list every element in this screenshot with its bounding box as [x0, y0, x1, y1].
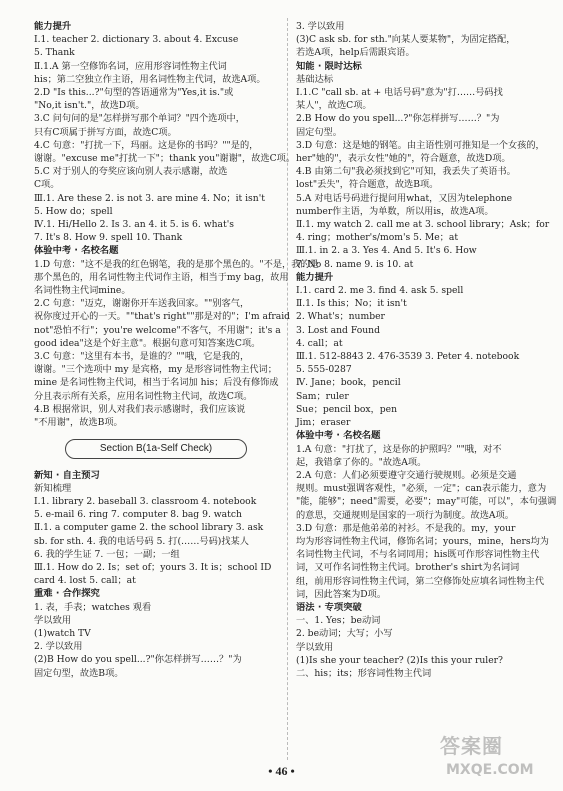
answer-line: Sam；ruler — [296, 390, 349, 402]
answer-line: 固定句型。 — [296, 126, 342, 138]
answer-line: "不用谢"，故选B项。 — [34, 417, 123, 429]
answer-line: (1)watch TV — [34, 627, 91, 639]
answer-line: 2. 学以致用 — [34, 641, 83, 653]
right-column — [296, 20, 557, 680]
answer-line: 2. be动词；大写；小写 — [296, 628, 393, 640]
answer-line: mine 是名词性物主代词，相当于名词加 his；后没有修饰成 — [34, 377, 279, 389]
answer-line: his；第二空独立作主语，用名词性物主代词，故选A项。 — [34, 73, 266, 85]
answer-line: 词，又可作名词性物主代词。brother's shirt为名词词 — [296, 562, 520, 574]
answer-line: 那个黑色的，用名词性物主代词作主语，相当于my bag，故用 — [34, 271, 289, 283]
answer-line: 5.A 对电话号码进行提问用what，又因为telephone — [296, 192, 513, 204]
answer-line: 词，因此答案为D项。 — [296, 588, 387, 600]
section-heading: 能力提升 — [296, 271, 334, 283]
answer-line: (3)C ask sb. for sth."向某人要某物"，为固定搭配， — [296, 34, 516, 46]
answer-line: 7. No 8. name 9. is 10. at — [296, 258, 414, 270]
answer-line: 规则。must强调客观性，"必须，一定"；can表示能力，意为 — [296, 483, 547, 495]
answer-line: 组，前用形容词性物主代词，第二空修饰处应填名词性物主代 — [296, 575, 545, 587]
answer-line: 只有C项属于拼写方面，故选C项。 — [34, 126, 177, 138]
answer-line: good idea"这是个好主意"。根据句意可知答案选C项。 — [34, 337, 261, 349]
answer-line: Ⅰ.1. card 2. me 3. find 4. ask 5. spell — [296, 285, 464, 297]
answer-line: Ⅲ.1. in 2. a 3. Yes 4. And 5. It's 6. How — [296, 245, 477, 257]
answer-line: 3. Lost and Found — [296, 324, 380, 336]
answer-line: Ⅱ.1. a computer game 2. the school library 3. ask — [34, 522, 264, 534]
answer-line: 5.C 对于别人的夸奖应该向别人表示感谢，故选 — [34, 166, 228, 178]
answer-line: 1.A 句意："打扰了，这是你的护照吗？""哦，对不 — [296, 443, 502, 455]
answer-line: Ⅲ.1. How do 2. Is；set of；yours 3. It is；school ID — [34, 561, 272, 573]
answer-line: Jim；eraser — [296, 417, 351, 429]
subsection-heading: 新知梳理 — [34, 482, 72, 494]
answer-line: (2)B How do you spell...?"你怎样拼写……？"为 — [34, 654, 242, 666]
answer-line: sb. for sth. 4. 我的电话号码 5. 打(……号码)找某人 — [34, 535, 249, 547]
page-number: • 46 • — [268, 764, 295, 778]
answer-line: not"恐怕不行"；you're welcome"不客气，不用谢"；it's a — [34, 324, 281, 336]
answer-line: Ⅲ.1. 512-8843 2. 476-3539 3. Peter 4. notebook — [296, 351, 520, 363]
answer-line: lost"丢失"，符合题意，故选B项。 — [296, 179, 439, 191]
answer-line: number作主语，为单数，所以用is，故选A项。 — [296, 205, 494, 217]
answer-line: 2.A 句意：人们必须要遵守交通行驶规则。必须是交通 — [296, 469, 517, 481]
section-title-box: Section B(1a-Self Check) — [65, 439, 247, 458]
answer-line: 某人"，故选C项。 — [296, 100, 372, 112]
answer-line: 起，我错拿了你的。"故选A项。 — [296, 456, 427, 468]
answer-line: 7. It's 8. How 9. spell 10. Thank — [34, 232, 183, 244]
answer-line: Sue；pencil box，pen — [296, 403, 398, 415]
answer-line: 2.D "Is this...?"句型的答语通常为"Yes,it is."或 — [34, 87, 234, 99]
answer-line: 5. 555-0287 — [296, 364, 352, 376]
answer-line: 固定句型，故选B项。 — [34, 667, 124, 679]
answer-line: 6. 我的学生证 7. 一包；一副；一组 — [34, 548, 180, 560]
answer-line: 名词性物主代词mine。 — [34, 285, 131, 297]
answer-line: Ⅱ.1. my watch 2. call me at 3. school library；Ask；for — [296, 219, 550, 231]
answer-line: 3. 学以致用 — [296, 21, 345, 32]
subsection-heading: 基础达标 — [296, 73, 334, 85]
answer-line: 谢谢。"excuse me"打扰一下"；thank you"谢谢"，故选C项。 — [34, 153, 296, 165]
answer-line: Ⅰ.1.C "call sb. at + 电话号码"意为"打……号码找 — [296, 87, 503, 99]
answer-line: 4. call；at — [296, 337, 343, 349]
answer-line: Ⅰ.1. teacher 2. dictionary 3. about 4. Excuse — [34, 34, 239, 46]
answer-line: 3.C 问句问的是"怎样拼写那个单词？"四个选项中， — [34, 113, 245, 125]
answer-line: Ⅰ.1. library 2. baseball 3. classroom 4. notebook — [34, 495, 257, 507]
section-heading: 语法 · 专项突破 — [296, 601, 362, 613]
answer-line: Ⅲ.1. Are these 2. is not 3. are mine 4. No；it isn't — [34, 192, 265, 204]
answer-line: C项。 — [34, 179, 60, 191]
section-heading: 知能 · 限时达标 — [296, 60, 362, 72]
answer-line: 5. How do；spell — [34, 205, 113, 217]
answer-line: 4.B 根据常识，别人对我们表示感谢时，我们应该说 — [34, 403, 246, 415]
watermark-url: MXQE.COM — [446, 762, 534, 778]
answer-line: 若选A项，help后需跟宾语。 — [296, 47, 415, 59]
answer-line: 5. e-mail 6. ring 7. computer 8. bag 9. watch — [34, 509, 242, 521]
answer-line: her"她的"，表示女性"她的"，符合题意，故选D项。 — [296, 153, 511, 165]
answer-line: 的意思，交通规则是国家的一项行为制度。故选A项。 — [296, 509, 514, 521]
answer-line: Ⅳ. Jane；book，pencil — [296, 377, 401, 389]
section-heading: 体验中考 · 名校名题 — [296, 430, 381, 442]
answer-line: card 4. lost 5. call；at — [34, 575, 136, 587]
answer-line: 1.D 句意："这不是我的红色钢笔，我的是那个黑色的。"不是，我的是 — [34, 258, 319, 270]
subsection-heading: 学以致用 — [34, 614, 72, 626]
answer-line: 5. Thank — [34, 47, 75, 59]
subsection-heading: 学以致用 — [296, 641, 334, 653]
answer-line: 2.C 句意："迈克，谢谢你开车送我回家。""别客气， — [34, 298, 250, 310]
answer-line: 4.B 由第二句"我必须找到它"可知，我丢失了英语书。 — [296, 166, 516, 178]
answer-line: 祝你度过开心的一天。""that's right""那是对的"；I'm afraid — [34, 311, 291, 323]
answer-line: "能，能够"；need"需要，必要"；may"可能，可以"，本句强调 — [296, 496, 557, 508]
answer-line: Ⅱ.1.A 第一空修饰名词，应用形容词性物主代词 — [34, 60, 227, 72]
answer-line: 3.D 句意：那是他弟弟的衬衫。不是我的。my，your — [296, 522, 516, 534]
answer-line: Ⅱ.1. Is this；No；it isn't — [296, 298, 407, 310]
watermark-text: 答案圈 — [440, 734, 503, 758]
watermark-logo — [440, 730, 560, 786]
column-divider — [287, 18, 288, 760]
answer-line: 4.C 句意："打扰一下，玛丽。这是你的书吗？""是的， — [34, 139, 259, 151]
section-heading: 体验中考 · 名校名题 — [34, 245, 119, 257]
answer-line: 3.D 句意：这是她的钢笔。由主语性别可推知是一个女孩的， — [296, 139, 545, 151]
answer-line: 谢谢。"三个选项中 my 是宾格，my 是形容词性物主代词； — [34, 364, 277, 376]
answer-line: 分且表示所有关系，应用名词性物主代词，故选C项。 — [34, 390, 253, 402]
answer-line: 二、his；its；形容词性物主代词 — [296, 667, 432, 679]
answer-line: 4. ring；mother's/mom's 5. Me；at — [296, 232, 459, 244]
answer-line: 3.C 句意："这里有本书，是谁的？""哦，它是我的， — [34, 351, 250, 363]
answer-line: Ⅳ.1. Hi/Hello 2. Is 3. an 4. it 5. is 6. what's — [34, 219, 234, 231]
answer-line: (1)Is she your teacher? (2)Is this your ruler? — [296, 654, 503, 666]
answer-line: 均为形容词性物主代词，修饰名词；yours，mine，hers均为 — [296, 535, 549, 547]
answer-line: "No,it isn't."，故选D项。 — [34, 100, 145, 112]
section-heading: 新知 · 自主预习 — [34, 469, 100, 481]
answer-line: 1. 表，手表；watches 观看 — [34, 601, 152, 613]
answer-line: 名词性物主代词，不与名词同用；his既可作形容词性物主代 — [296, 549, 540, 561]
answer-line: 2. What's；number — [296, 311, 385, 323]
section-heading: 能力提升 — [34, 21, 72, 32]
answer-line: 一、1. Yes；be动词 — [296, 615, 381, 627]
answer-line: 2.B How do you spell...?"你怎样拼写……？"为 — [296, 113, 500, 125]
section-heading: 重难 · 合作探究 — [34, 588, 100, 600]
